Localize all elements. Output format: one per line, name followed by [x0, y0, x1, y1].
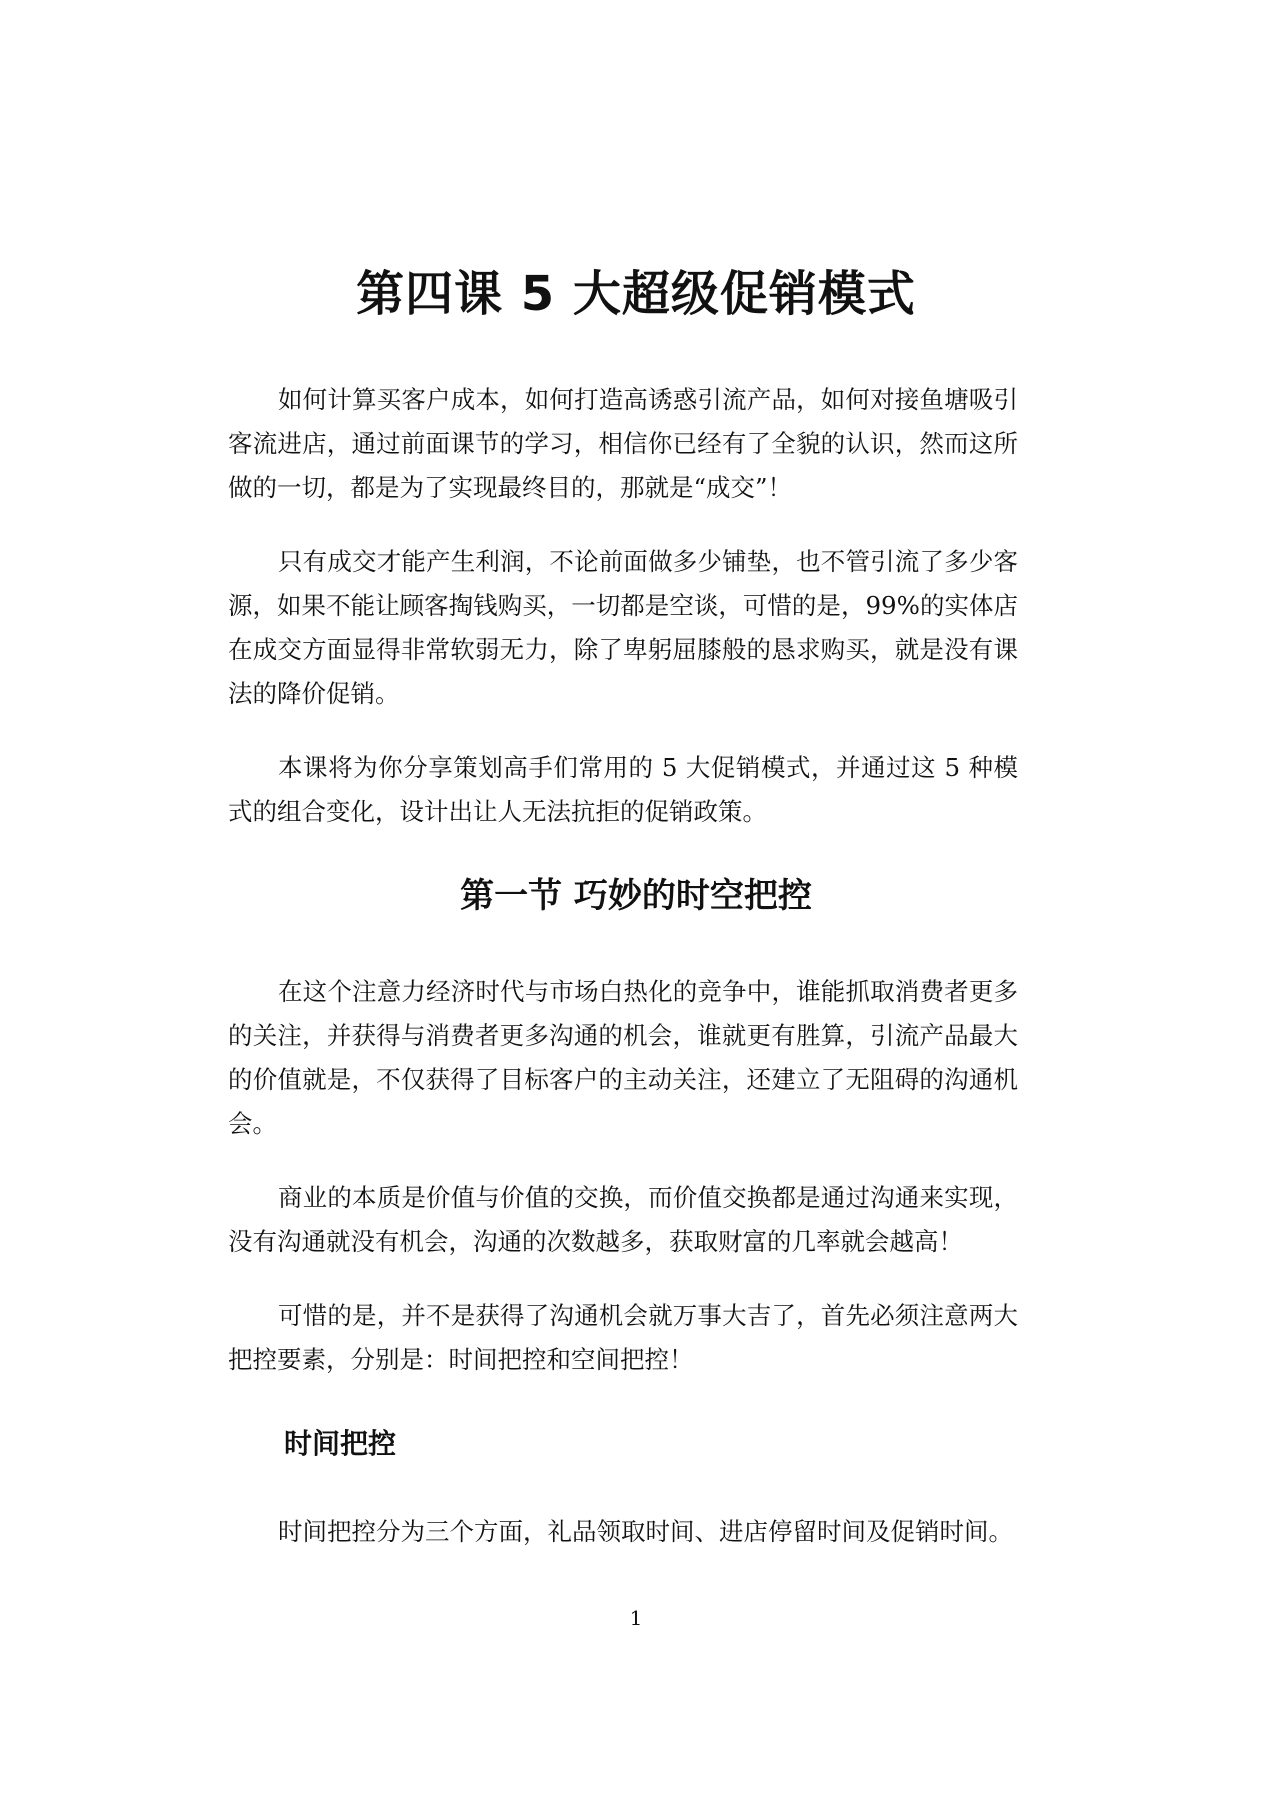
intro-paragraph-2: 只有成交才能产生利润，不论前面做多少铺垫，也不管引流了多少客源，如果不能让顾客掏钱购买，一切都是空谈，可惜的是，99%的实体店在成交方面显得非常软弱无力，除了卑躬屈膝般的恳求购买，就是没有课法的降价促销。 [228, 547, 1018, 708]
section-title: 第一节 巧妙的时空把控 [460, 876, 812, 916]
section-paragraph-1: 在这个注意力经济时代与市场白热化的竞争中，谁能抓取消费者更多的关注，并获得与消费者更多沟通的机会，谁就更有胜算，引流产品最大的价值就是，不仅获得了目标客户的主动关注，还建立了无阻碍的沟通机会。 [228, 977, 1018, 1138]
subsection-paragraph: 时间把控分为三个方面，礼品领取时间、进店停留时间及促销时间。 [278, 1517, 1013, 1546]
subsection-title: 时间把控 [284, 1427, 397, 1460]
intro-paragraph-3: 本课将为你分享策划高手们常用的 5 大促销模式，并通过这 5 种模式的组合变化，设计出让人无法抗拒的促销政策。 [228, 753, 1018, 826]
section-paragraph-3: 可惜的是，并不是获得了沟通机会就万事大吉了，首先必须注意两大把控要素，分别是：时间把控和空间把控！ [228, 1301, 1018, 1374]
page-number: 1 [629, 1606, 643, 1630]
intro-paragraph-1: 如何计算买客户成本，如何打造高诱惑引流产品，如何对接鱼塘吸引客流进店，通过前面课节的学习，相信你已经有了全貌的认识，然而这所做的一切，都是为了实现最终目的，那就是“成交”！ [228, 385, 1018, 502]
lesson-title: 第四课 5 大超级促销模式 [356, 266, 916, 322]
section-paragraph-2: 商业的本质是价值与价值的交换，而价值交换都是通过沟通来实现，没有沟通就没有机会，沟通的次数越多，获取财富的几率就会越高！ [228, 1183, 1018, 1256]
